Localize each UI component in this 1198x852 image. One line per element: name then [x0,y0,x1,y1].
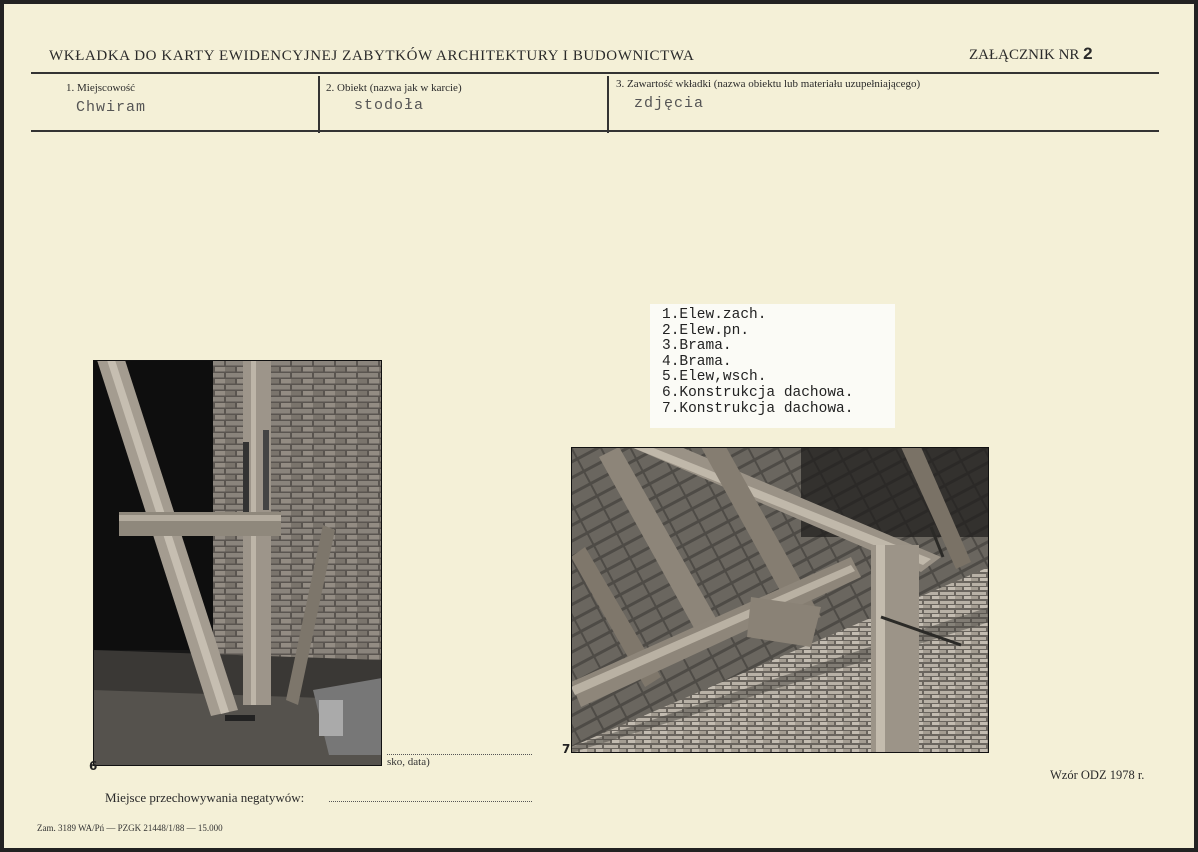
photo-list-item: 7.Konstrukcja dachowa. [662,400,854,417]
annex-label-text: ZAŁĄCZNIK NR [969,47,1080,63]
photo-7-number: 7 [562,742,571,756]
top-rule [31,72,1159,74]
photo-list-item: 6.Konstrukcja dachowa. [662,384,854,401]
photo-list-label [650,304,895,428]
annex-label [969,44,1093,64]
object-value: stodoła [354,97,425,114]
photo-6-number: 6 [89,759,98,773]
photo-list-item: 1.Elew.zach. [662,307,767,323]
locality-value: Chwiram [76,99,147,116]
photo-6 [93,360,382,766]
negatives-dotted-line [329,801,532,802]
annex-number: 2 [1083,44,1093,63]
document-sheet [4,4,1194,848]
print-info: Zam. 3189 WA/Pń — PZGK 21448/1/88 — 15.000 [37,823,223,833]
photo-7 [571,447,989,753]
form-title: WKŁADKA DO KARTY EWIDENCYJNEJ ZABYTKÓW ARCHITEKTURY I BUDOWNICTWA [49,48,695,64]
content-label: 3. Zawartość wkładki (nazwa obiektu lub materiału uzupełniającego) [616,78,921,90]
content-value: zdjęcia [634,95,705,112]
photo-list-item: 2.Elew.pn. [662,322,750,339]
model-version: Wzór ODZ 1978 r. [1050,768,1145,782]
locality-label: 1. Miejscowość [66,82,136,94]
column-divider-2 [607,76,609,133]
photo-6-image [93,360,382,766]
caption-fragment: sko, data) [387,756,430,768]
object-label: 2. Obiekt (nazwa jak w karcie) [326,82,462,94]
photo-list-item: 4.Brama. [662,353,732,370]
photo-list-item: 5.Elew,wsch. [662,369,767,386]
negatives-label: Miejsce przechowywania negatywów: [105,790,305,805]
photo-list-item: 3.Brama. [662,338,732,355]
photo-7-image [571,447,989,753]
column-divider-1 [318,76,320,133]
caption-dotted-line [387,754,532,755]
bottom-rule [31,130,1159,132]
